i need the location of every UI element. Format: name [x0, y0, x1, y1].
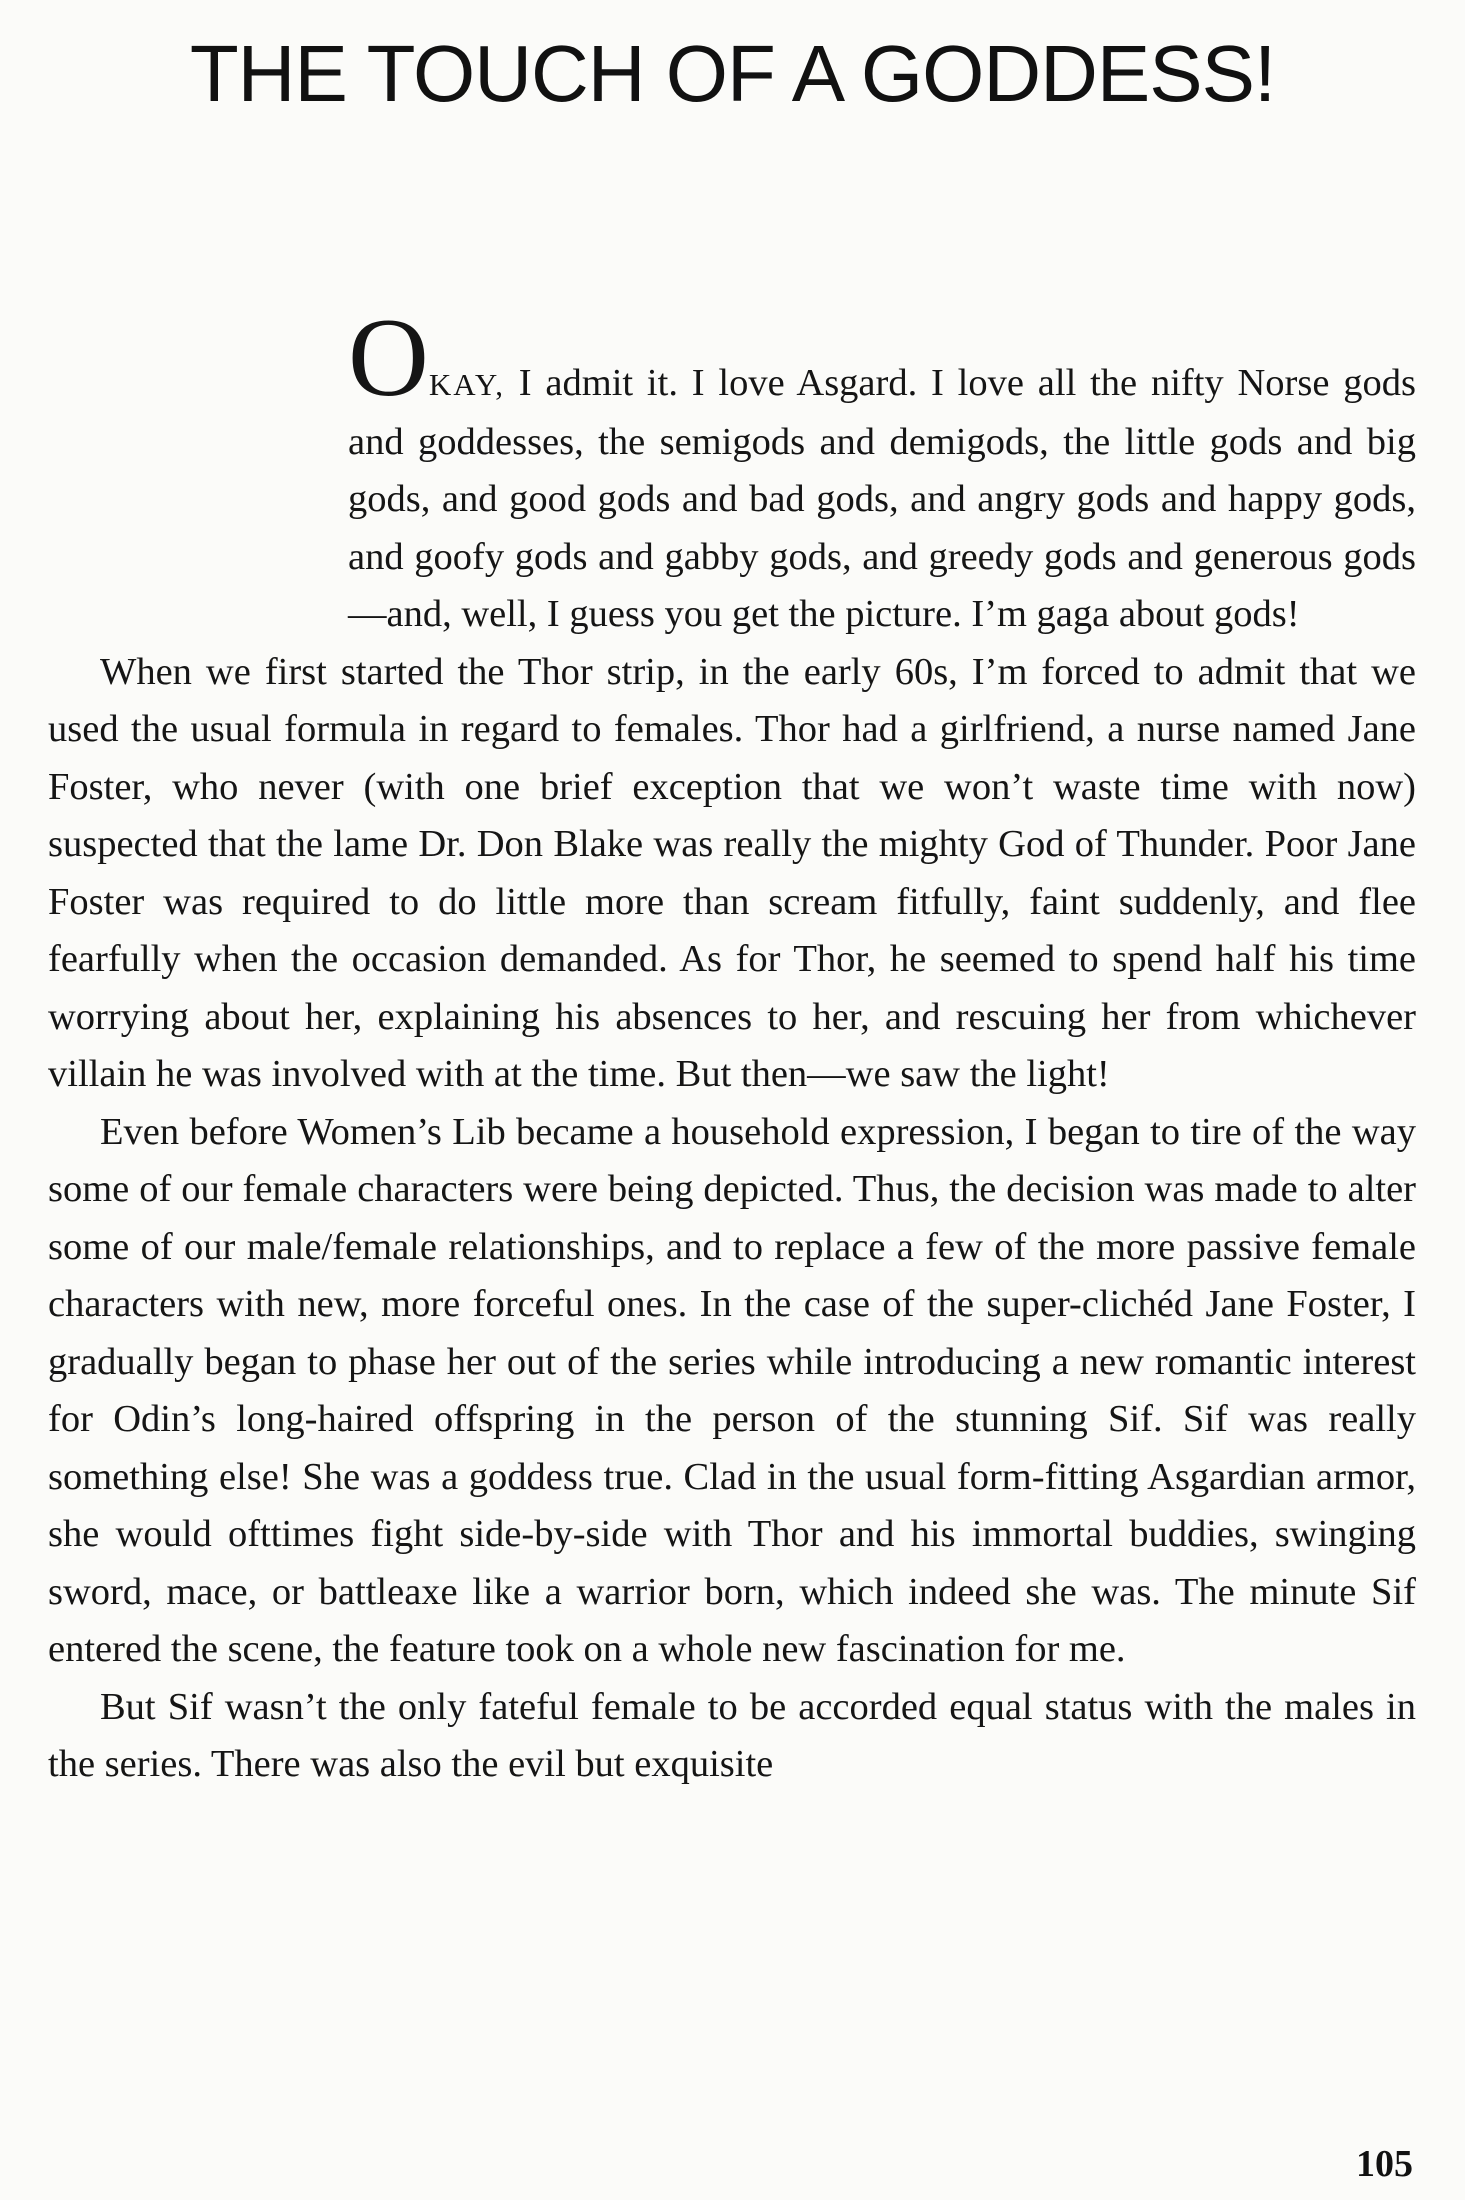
paragraph-womens-lib: Even before Women’s Lib became a household expression, I began to tire of the way some of our female characters were being depicted. Thus, the decision was made to alter some of our male/female relationships, and to replace a few of the more passive female characters with new, more forceful ones. In the case of the super-clichéd Jane Foster, I gradually began to phase her out of the series while introducing a new romantic interest for Odin’s long-haired offspring in the person of the stunning Sif. Sif was really something else! She was a goddess true. Clad in the usual form-fitting Asgardian armor, she would ofttimes fight side-by-side with Thor and his immortal buddies, swinging sword, mace, or battleaxe like a warrior born, which indeed she was. The minute Sif entered the scene, the feature took on a whole new fascination for me. — [48, 1110, 1416, 1670]
opening-text: I admit it. I love Asgard. I love all the nifty Norse gods and goddesses, the semigods and demigods, the little gods and big gods, and good gods and bad gods, and angry gods and happy gods, and goofy gods and gabby gods, and greedy gods and generous gods—and, well, I guess you get the picture. I’m gaga about gods! — [348, 362, 1416, 635]
paragraph-thor-strip: When we first started the Thor strip, in the early 60s, I’m forced to admit that we used the usual formula in regard to females. Thor had a girlfriend, a nurse named Jane Foster, who never (with one brief exception that we won’t waste time with now) suspected that the lame Dr. Don Blake was really the mighty God of Thunder. Poor Jane Foster was required to do little more than scream fitfully, faint suddenly, and flee fearfully when the occasion demanded. As for Thor, he seemed to spend half his time worrying about her, explaining his absences to her, and rescuing her from whichever villain he was involved with at the time. But then—we saw the light! — [48, 650, 1416, 1095]
paragraph-sif-equal-status: But Sif wasn’t the only fateful female to be accorded equal status with the males in the series. There was also the evil but exquisite — [48, 1685, 1416, 1785]
drop-cap: O — [348, 296, 429, 420]
page-number: 105 — [1356, 2143, 1413, 2185]
chapter-title: THE TOUCH OF A GODDESS! — [189, 29, 1276, 118]
opening-paragraph — [48, 296, 1416, 644]
body-text — [48, 296, 1416, 1794]
small-caps-lead: KAY, — [428, 367, 505, 402]
